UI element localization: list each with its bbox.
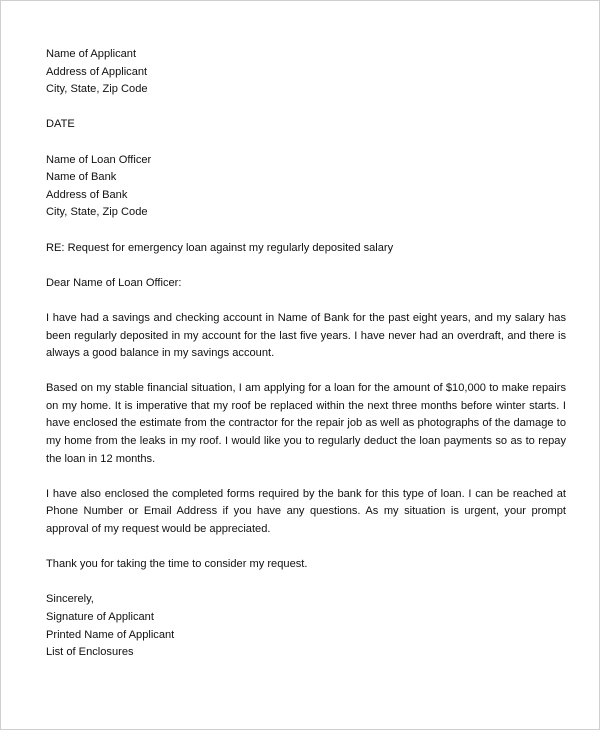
enclosures-line: List of Enclosures (46, 646, 134, 659)
signature-line: Signature of Applicant (46, 611, 154, 623)
spacer (46, 257, 566, 275)
applicant-city: City, State, Zip Code (46, 83, 148, 96)
valediction: Sincerely, (46, 593, 94, 606)
salutation: Dear Name of Loan Officer: (46, 276, 182, 289)
subject-line: RE: Request for emergency loan against my regularly deposited salary (46, 241, 394, 254)
spacer (46, 468, 566, 486)
recipient-city: City, State, Zip Code (46, 206, 148, 219)
body-paragraph-1: I have had a savings and checking account in Name of Bank for the past eight years, and my salary has been regularly deposited in my account for the last five years. I have never had an overdraft, and there is always a good balance in my savings account. (46, 311, 566, 360)
applicant-address: Address of Applicant (46, 65, 148, 78)
closing-block (46, 591, 566, 661)
spacer (46, 292, 566, 310)
body-paragraph-3: I have also enclosed the completed forms required by the bank for this type of loan. I can be reached at Phone Number or Email Address if you have any questions. As my situation is urgent, your prompt approval of my request would be appreciated. (46, 487, 566, 536)
spacer (46, 222, 566, 240)
recipient-bank: Name of Bank (46, 171, 117, 184)
applicant-name: Name of Applicant (46, 48, 137, 60)
spacer (46, 99, 566, 117)
spacer (46, 363, 566, 381)
letter-date: DATE (46, 118, 75, 131)
recipient-block (46, 152, 566, 222)
printed-name: Printed Name of Applicant (46, 628, 175, 641)
spacer (46, 574, 566, 592)
body-paragraph-4: Thank you for taking the time to consider my request. (46, 558, 308, 571)
recipient-address: Address of Bank (46, 188, 128, 201)
spacer (46, 134, 566, 152)
body-paragraph-2: Based on my stable financial situation, I am applying for a loan for the amount of $10,000 to make repairs on my home. It is imperative that my roof be replaced within the next three months before winter starts. I have enclosed the estimate from the contractor for the repair job as well as photographs of the damage to my home from the leaks in my roof. I would like you to regularly deduct the loan payments so as to repay the loan in 12 months. (46, 382, 566, 465)
applicant-block (46, 46, 566, 99)
spacer (46, 539, 566, 557)
letter-body (46, 46, 566, 662)
recipient-officer: Name of Loan Officer (46, 153, 152, 166)
